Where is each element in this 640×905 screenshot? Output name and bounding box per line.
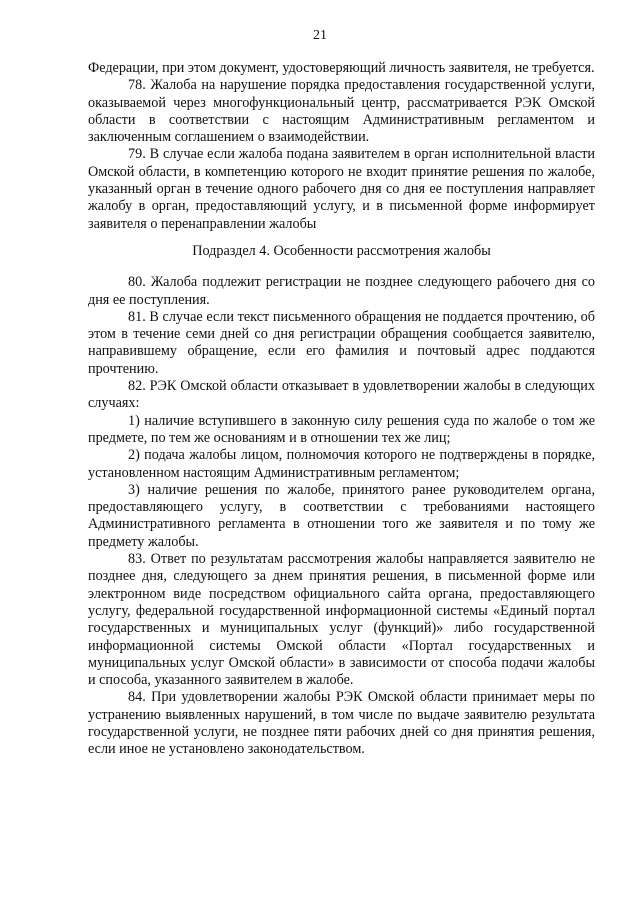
paragraph: 3) наличие решения по жалобе, принятого ранее руководителем органа, предоставляющего услугу, в соответствии с требованиями настоящего Административного регламента в отношении того же заявителя и по тому же предмету жалобы. [88,481,595,550]
page-number: 21 [313,28,327,43]
paragraph: 1) наличие вступившего в законную силу решения суда по жалобе о том же предмете, по тем же основаниям и в отношении тех же лиц; [88,412,595,446]
paragraph: 78. Жалоба на нарушение порядка предоставления государственной услуги, оказываемой через многофункциональный центр, рассматривается РЭК Омской области в соответствии с настоящим Административным регламентом и заключенным соглашением о взаимодействии. [88,77,595,146]
paragraph: 83. Ответ по результатам рассмотрения жалобы направляется заявителю не позднее дня, следующего за днем принятия решения, в письменной форме или электронном виде посредством официального сайта органа, предоставляющего услугу, федеральной государственной информационной системы «Единый портал государственных и муниципальных услуг (функций)» либо государственной информационной системы Омской области «Портал государственных и муниципальных услуг Омской области» в зависимости от способа подачи жалобы и способа, указанного заявителем в жалобе. [88,551,595,689]
paragraph: 82. РЭК Омской области отказывает в удовлетворении жалобы в следующих случаях: [88,378,595,412]
paragraph: 79. В случае если жалоба подана заявителем в орган исполнительной власти Омской области, в компетенцию которого не входит принятие решения по жалобе, указанный орган в течение одного рабочего дня со дня ее поступления направляет жалобу в орган, предоставляющий услугу, и в письменной форме информирует заявителя о перенаправлении жалобы [88,146,595,232]
paragraphs-top [88,60,595,233]
paragraph: 80. Жалоба подлежит регистрации не позднее следующего рабочего дня со дня ее поступления. [88,274,595,308]
paragraphs-bottom [88,274,595,758]
paragraph: Федерации, при этом документ, удостоверяющий личность заявителя, не требуется. [88,60,595,76]
paragraph: 2) подача жалобы лицом, полномочия которого не подтверждены в порядке, установленном настоящим Административным регламентом; [88,447,595,481]
subsection-heading: Подраздел 4. Особенности рассмотрения жалобы [192,242,491,259]
paragraph: 81. В случае если текст письменного обращения не поддается прочтению, об этом в течение семи дней со дня регистрации обращения сообщается заявителю, направившему обращение, если его фамилия и почтовый адрес поддаются прочтению. [88,308,595,377]
paragraph: 84. При удовлетворении жалобы РЭК Омской области принимает меры по устранению выявленных нарушений, в том числе по выдаче заявителю результата государственной услуги, не позднее пяти рабочих дней со дня принятия решения, если иное не установлено законодательством. [88,689,595,758]
document-body [88,60,595,759]
